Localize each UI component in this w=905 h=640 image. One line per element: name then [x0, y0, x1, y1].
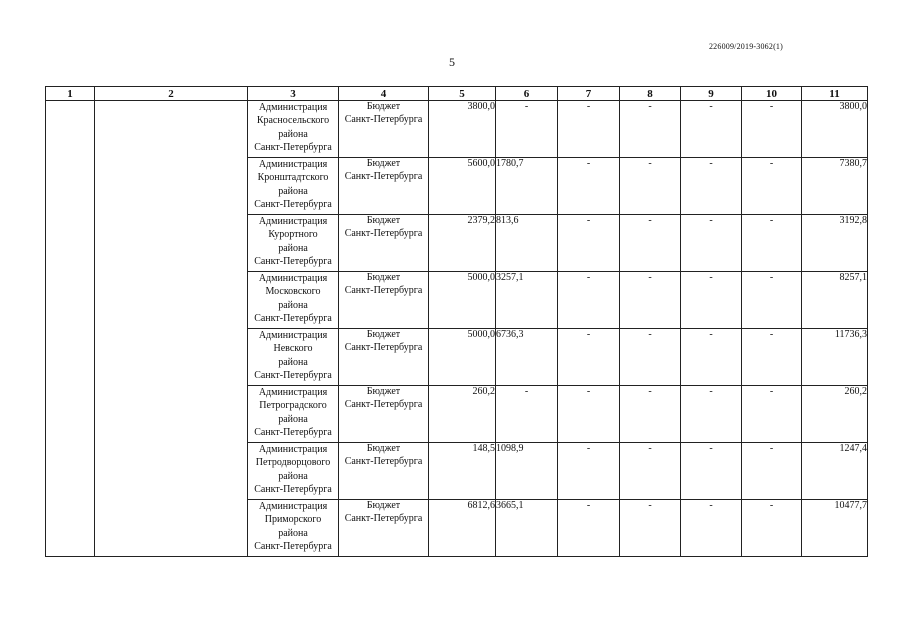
- value-col9: -: [681, 500, 742, 557]
- funding-source-line: Бюджет: [366, 329, 401, 340]
- funding-source-cell: [339, 101, 429, 158]
- funding-source-line: Бюджет: [366, 272, 401, 283]
- value-col10: -: [742, 272, 802, 329]
- funding-source-line: Бюджет: [366, 443, 401, 454]
- administration-line: Администрация: [258, 387, 328, 398]
- value-col5: 260,2: [429, 386, 496, 443]
- administration-cell: [248, 272, 339, 329]
- value-col8: -: [620, 215, 681, 272]
- value-col5: 6812,6: [429, 500, 496, 557]
- column-header: 2: [95, 87, 248, 101]
- value-col11-total: 7380,7: [802, 158, 868, 215]
- funding-source-line: Бюджет: [366, 215, 401, 226]
- administration-cell: [248, 386, 339, 443]
- administration-line: Кронштадтского: [257, 172, 329, 184]
- administration-line: Санкт-Петербурга: [254, 256, 332, 268]
- value-col11-total: 3192,8: [802, 215, 868, 272]
- funding-source-cell: [339, 386, 429, 443]
- funding-source-line: Санкт-Петербурга: [344, 284, 423, 296]
- value-col6: -: [496, 101, 558, 158]
- value-col9: -: [681, 443, 742, 500]
- value-col8: -: [620, 386, 681, 443]
- administration-line: Санкт-Петербурга: [254, 142, 332, 154]
- value-col6: -: [496, 386, 558, 443]
- administration-line: Санкт-Петербурга: [254, 199, 332, 211]
- funding-source-line: Санкт-Петербурга: [344, 113, 423, 125]
- value-col8: -: [620, 101, 681, 158]
- value-col11-total: 1247,4: [802, 443, 868, 500]
- column-header: 3: [248, 87, 339, 101]
- funding-source-line: Бюджет: [366, 101, 401, 112]
- value-col6: 813,6: [496, 215, 558, 272]
- value-col11-total: 10477,7: [802, 500, 868, 557]
- value-col10: -: [742, 386, 802, 443]
- value-col5: 3800,0: [429, 101, 496, 158]
- administration-line: Московского: [265, 286, 321, 298]
- administration-line: Санкт-Петербурга: [254, 484, 332, 496]
- administration-cell: [248, 329, 339, 386]
- administration-line: Администрация: [258, 216, 328, 227]
- administration-line: района: [278, 128, 308, 140]
- value-col7: -: [558, 158, 620, 215]
- value-col11-total: 11736,3: [802, 329, 868, 386]
- administration-line: Администрация: [258, 501, 328, 512]
- administration-cell: [248, 158, 339, 215]
- funding-source-cell: [339, 272, 429, 329]
- column-header: 11: [802, 87, 868, 101]
- value-col6: 6736,3: [496, 329, 558, 386]
- funding-source-cell: [339, 329, 429, 386]
- value-col5: 5000,0: [429, 272, 496, 329]
- column-header: 4: [339, 87, 429, 101]
- administration-line: Администрация: [258, 102, 328, 113]
- administration-line: района: [278, 185, 308, 197]
- value-col11-total: 8257,1: [802, 272, 868, 329]
- administration-cell: [248, 215, 339, 272]
- value-col7: -: [558, 272, 620, 329]
- value-col7: -: [558, 215, 620, 272]
- administration-line: Санкт-Петербурга: [254, 541, 332, 553]
- column-header: 9: [681, 87, 742, 101]
- administration-line: Администрация: [258, 159, 328, 170]
- value-col10: -: [742, 329, 802, 386]
- column-header: 8: [620, 87, 681, 101]
- value-col11-total: 3800,0: [802, 101, 868, 158]
- funding-source-cell: [339, 215, 429, 272]
- value-col7: -: [558, 386, 620, 443]
- administration-line: Администрация: [258, 330, 328, 341]
- value-col9: -: [681, 329, 742, 386]
- administration-line: района: [278, 242, 308, 254]
- value-col11-total: 260,2: [802, 386, 868, 443]
- column-header: 6: [496, 87, 558, 101]
- value-col5: 2379,2: [429, 215, 496, 272]
- value-col7: -: [558, 101, 620, 158]
- value-col5: 148,5: [429, 443, 496, 500]
- column-header: 7: [558, 87, 620, 101]
- value-col6: 3665,1: [496, 500, 558, 557]
- value-col10: -: [742, 443, 802, 500]
- funding-source-cell: [339, 500, 429, 557]
- funding-source-line: Санкт-Петербурга: [344, 455, 423, 467]
- administration-line: района: [278, 527, 308, 539]
- value-col10: -: [742, 158, 802, 215]
- administration-line: района: [278, 356, 308, 368]
- funding-source-cell: [339, 443, 429, 500]
- table-row: [46, 101, 868, 158]
- budget-table: [45, 86, 868, 557]
- column-header: 5: [429, 87, 496, 101]
- value-col8: -: [620, 272, 681, 329]
- administration-line: Невского: [273, 343, 313, 355]
- administration-line: Курортного: [268, 229, 318, 241]
- administration-cell: [248, 500, 339, 557]
- table-header-row: [46, 87, 868, 101]
- funding-source-line: Бюджет: [366, 500, 401, 511]
- administration-line: Петроградского: [259, 400, 327, 412]
- administration-line: района: [278, 470, 308, 482]
- administration-line: Санкт-Петербурга: [254, 313, 332, 325]
- funding-source-line: Санкт-Петербурга: [344, 341, 423, 353]
- administration-line: Приморского: [264, 514, 322, 526]
- column-header: 1: [46, 87, 95, 101]
- funding-source-line: Санкт-Петербурга: [344, 170, 423, 182]
- funding-source-line: Бюджет: [366, 386, 401, 397]
- value-col10: -: [742, 215, 802, 272]
- value-col8: -: [620, 158, 681, 215]
- value-col9: -: [681, 272, 742, 329]
- value-col6: 3257,1: [496, 272, 558, 329]
- value-col6: 1098,9: [496, 443, 558, 500]
- value-col5: 5600,0: [429, 158, 496, 215]
- value-col9: -: [681, 215, 742, 272]
- funding-source-cell: [339, 158, 429, 215]
- value-col10: -: [742, 500, 802, 557]
- funding-source-line: Санкт-Петербурга: [344, 398, 423, 410]
- page-number: 5: [449, 55, 455, 69]
- administration-line: Администрация: [258, 444, 328, 455]
- empty-cell-col2: [95, 101, 248, 557]
- value-col7: -: [558, 443, 620, 500]
- value-col8: -: [620, 500, 681, 557]
- funding-source-line: Санкт-Петербурга: [344, 512, 423, 524]
- administration-line: Санкт-Петербурга: [254, 370, 332, 382]
- value-col10: -: [742, 101, 802, 158]
- value-col6: 1780,7: [496, 158, 558, 215]
- value-col9: -: [681, 101, 742, 158]
- column-header: 10: [742, 87, 802, 101]
- administration-cell: [248, 101, 339, 158]
- empty-cell-col1: [46, 101, 95, 557]
- administration-line: Красносельского: [256, 115, 330, 127]
- value-col7: -: [558, 500, 620, 557]
- value-col8: -: [620, 329, 681, 386]
- administration-line: района: [278, 299, 308, 311]
- funding-source-line: Бюджет: [366, 158, 401, 169]
- value-col9: -: [681, 386, 742, 443]
- administration-line: района: [278, 413, 308, 425]
- value-col9: -: [681, 158, 742, 215]
- value-col8: -: [620, 443, 681, 500]
- administration-line: Петродворцового: [255, 457, 331, 469]
- funding-source-line: Санкт-Петербурга: [344, 227, 423, 239]
- administration-cell: [248, 443, 339, 500]
- value-col7: -: [558, 329, 620, 386]
- administration-line: Администрация: [258, 273, 328, 284]
- value-col5: 5000,0: [429, 329, 496, 386]
- administration-line: Санкт-Петербурга: [254, 427, 332, 439]
- document-id: 226009/2019-3062(1): [708, 42, 783, 51]
